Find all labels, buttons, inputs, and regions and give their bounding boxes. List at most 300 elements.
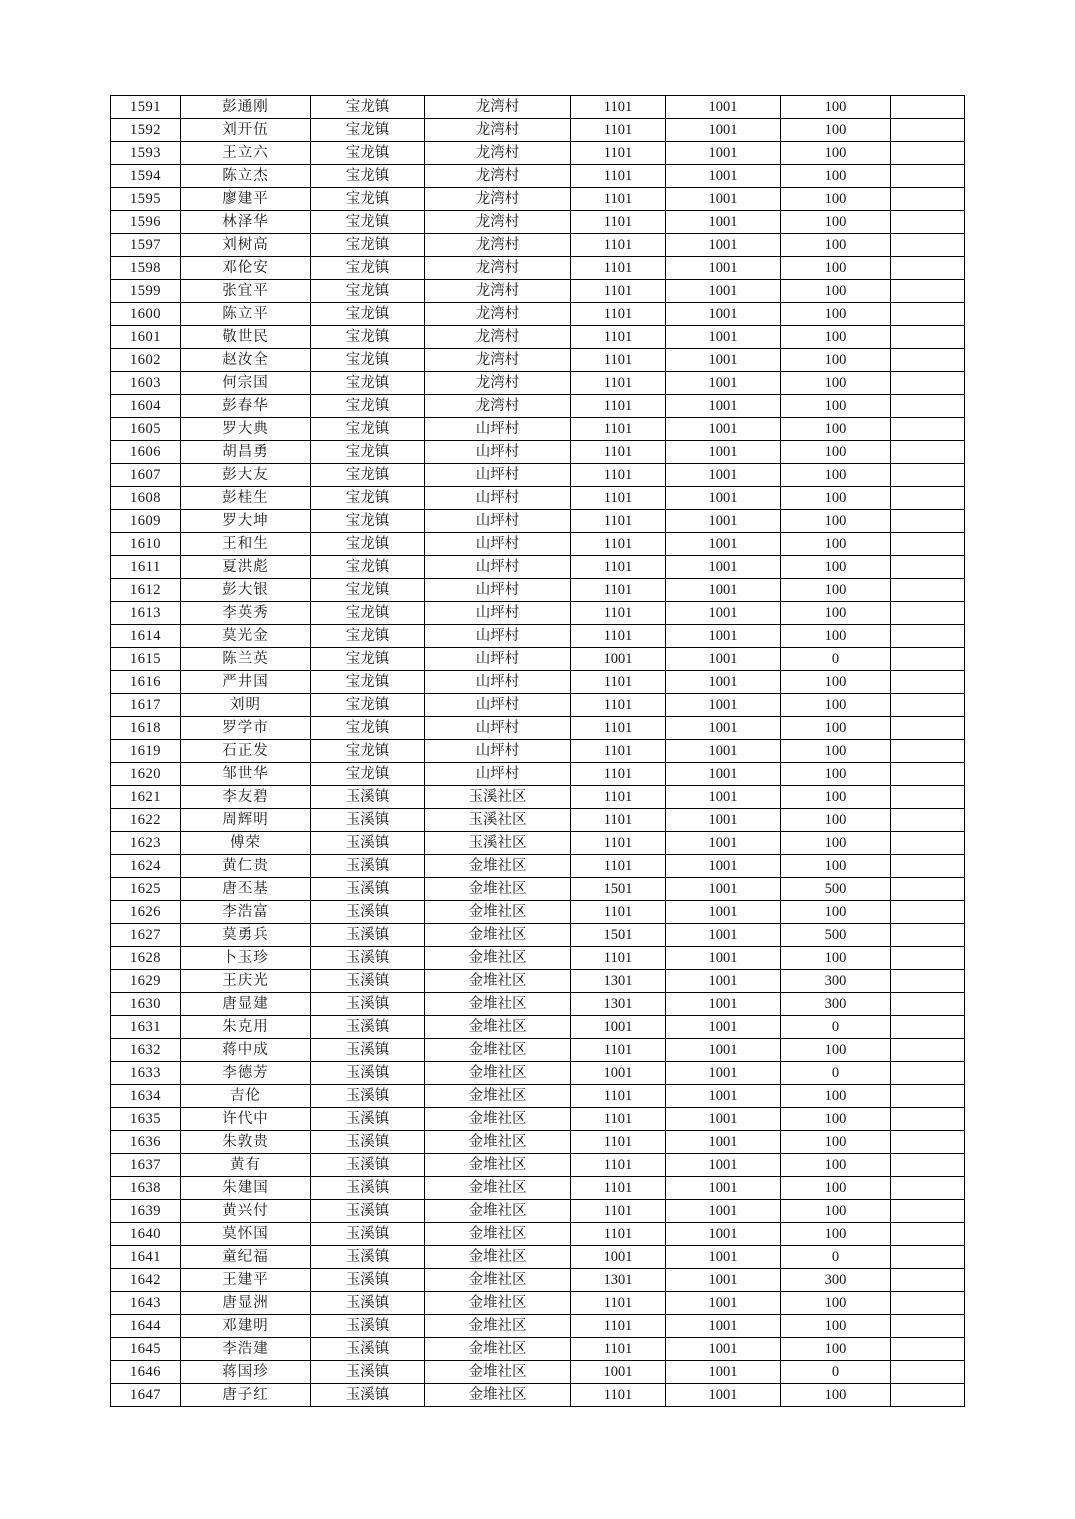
cell-index: 1613 [111,602,181,625]
cell-code2: 1001 [666,96,781,119]
cell-town: 玉溪镇 [311,924,425,947]
cell-blank [891,395,965,418]
table-row [111,947,965,970]
cell-blank [891,303,965,326]
cell-town: 宝龙镇 [311,648,425,671]
cell-town: 玉溪镇 [311,947,425,970]
cell-code1: 1001 [571,648,666,671]
cell-blank [891,901,965,924]
records-table [110,95,965,1407]
cell-village: 金堆社区 [425,993,571,1016]
cell-town: 宝龙镇 [311,395,425,418]
cell-name: 唐显建 [181,993,311,1016]
cell-index: 1609 [111,510,181,533]
cell-blank [891,1200,965,1223]
cell-blank [891,211,965,234]
cell-code1: 1301 [571,1269,666,1292]
cell-index: 1614 [111,625,181,648]
cell-village: 龙湾村 [425,257,571,280]
cell-index: 1628 [111,947,181,970]
cell-village: 山坪村 [425,625,571,648]
table-row [111,1108,965,1131]
cell-amount: 100 [781,533,891,556]
cell-name: 李友碧 [181,786,311,809]
cell-name: 李浩富 [181,901,311,924]
cell-index: 1593 [111,142,181,165]
cell-code1: 1101 [571,579,666,602]
cell-blank [891,1269,965,1292]
cell-town: 玉溪镇 [311,1039,425,1062]
cell-code2: 1001 [666,211,781,234]
cell-name: 朱敦贵 [181,1131,311,1154]
cell-amount: 300 [781,1269,891,1292]
cell-name: 黄有 [181,1154,311,1177]
cell-index: 1615 [111,648,181,671]
cell-amount: 100 [781,1177,891,1200]
cell-amount: 300 [781,970,891,993]
cell-code2: 1001 [666,993,781,1016]
cell-code2: 1001 [666,326,781,349]
cell-blank [891,832,965,855]
cell-name: 童纪福 [181,1246,311,1269]
table-row [111,1384,965,1407]
cell-town: 宝龙镇 [311,717,425,740]
cell-village: 金堆社区 [425,1223,571,1246]
cell-index: 1646 [111,1361,181,1384]
cell-blank [891,556,965,579]
cell-town: 宝龙镇 [311,234,425,257]
cell-village: 山坪村 [425,441,571,464]
cell-amount: 300 [781,993,891,1016]
cell-code2: 1001 [666,1246,781,1269]
cell-amount: 100 [781,165,891,188]
cell-town: 宝龙镇 [311,303,425,326]
cell-code1: 1101 [571,1108,666,1131]
cell-index: 1619 [111,740,181,763]
cell-amount: 100 [781,1338,891,1361]
cell-code2: 1001 [666,1200,781,1223]
cell-amount: 100 [781,579,891,602]
table-row [111,1085,965,1108]
cell-code2: 1001 [666,464,781,487]
cell-village: 金堆社区 [425,1131,571,1154]
cell-code1: 1001 [571,1361,666,1384]
cell-code2: 1001 [666,694,781,717]
cell-town: 宝龙镇 [311,211,425,234]
cell-village: 龙湾村 [425,96,571,119]
cell-amount: 100 [781,1384,891,1407]
cell-village: 龙湾村 [425,165,571,188]
cell-name: 莫光金 [181,625,311,648]
cell-code2: 1001 [666,119,781,142]
cell-index: 1612 [111,579,181,602]
cell-blank [891,648,965,671]
cell-code1: 1101 [571,395,666,418]
cell-amount: 100 [781,372,891,395]
cell-code2: 1001 [666,1039,781,1062]
cell-name: 莫勇兵 [181,924,311,947]
cell-name: 彭桂生 [181,487,311,510]
cell-code2: 1001 [666,257,781,280]
table-row [111,211,965,234]
cell-village: 龙湾村 [425,303,571,326]
cell-name: 夏洪彪 [181,556,311,579]
cell-village: 金堆社区 [425,1062,571,1085]
cell-index: 1607 [111,464,181,487]
cell-index: 1633 [111,1062,181,1085]
cell-amount: 100 [781,1108,891,1131]
cell-index: 1645 [111,1338,181,1361]
cell-amount: 500 [781,924,891,947]
cell-name: 罗学市 [181,717,311,740]
cell-town: 宝龙镇 [311,441,425,464]
cell-village: 山坪村 [425,510,571,533]
cell-town: 宝龙镇 [311,763,425,786]
cell-amount: 100 [781,418,891,441]
cell-code2: 1001 [666,165,781,188]
cell-town: 宝龙镇 [311,487,425,510]
cell-code2: 1001 [666,1085,781,1108]
cell-code2: 1001 [666,947,781,970]
cell-blank [891,786,965,809]
cell-code1: 1101 [571,142,666,165]
cell-village: 山坪村 [425,671,571,694]
table-row [111,349,965,372]
cell-blank [891,1085,965,1108]
cell-blank [891,1361,965,1384]
cell-index: 1635 [111,1108,181,1131]
cell-town: 宝龙镇 [311,96,425,119]
cell-amount: 100 [781,96,891,119]
cell-index: 1617 [111,694,181,717]
cell-index: 1595 [111,188,181,211]
cell-village: 金堆社区 [425,1315,571,1338]
cell-name: 何宗国 [181,372,311,395]
cell-town: 宝龙镇 [311,418,425,441]
cell-village: 龙湾村 [425,395,571,418]
table-row [111,1315,965,1338]
cell-town: 宝龙镇 [311,740,425,763]
cell-amount: 100 [781,832,891,855]
cell-code1: 1101 [571,1154,666,1177]
cell-name: 彭大银 [181,579,311,602]
cell-code2: 1001 [666,1361,781,1384]
cell-index: 1606 [111,441,181,464]
cell-amount: 100 [781,556,891,579]
table-row [111,763,965,786]
cell-village: 金堆社区 [425,1200,571,1223]
cell-code2: 1001 [666,878,781,901]
cell-code2: 1001 [666,786,781,809]
cell-code1: 1101 [571,763,666,786]
cell-name: 李德芳 [181,1062,311,1085]
cell-name: 许代中 [181,1108,311,1131]
cell-amount: 100 [781,855,891,878]
cell-code2: 1001 [666,579,781,602]
table-row [111,1131,965,1154]
table-row [111,1177,965,1200]
cell-town: 宝龙镇 [311,142,425,165]
cell-code2: 1001 [666,1315,781,1338]
cell-index: 1600 [111,303,181,326]
cell-village: 金堆社区 [425,1016,571,1039]
cell-code2: 1001 [666,441,781,464]
cell-index: 1618 [111,717,181,740]
cell-amount: 100 [781,1315,891,1338]
cell-town: 宝龙镇 [311,326,425,349]
cell-amount: 500 [781,878,891,901]
cell-blank [891,740,965,763]
cell-village: 金堆社区 [425,1292,571,1315]
cell-amount: 100 [781,441,891,464]
cell-village: 山坪村 [425,648,571,671]
cell-blank [891,372,965,395]
cell-village: 龙湾村 [425,326,571,349]
cell-code2: 1001 [666,556,781,579]
cell-code2: 1001 [666,740,781,763]
cell-name: 黄仁贵 [181,855,311,878]
cell-village: 金堆社区 [425,924,571,947]
cell-code2: 1001 [666,418,781,441]
cell-index: 1603 [111,372,181,395]
cell-name: 黄兴付 [181,1200,311,1223]
cell-amount: 100 [781,809,891,832]
cell-village: 山坪村 [425,487,571,510]
cell-code2: 1001 [666,280,781,303]
table-row [111,464,965,487]
cell-village: 金堆社区 [425,1384,571,1407]
cell-town: 玉溪镇 [311,1154,425,1177]
cell-blank [891,487,965,510]
records-table-body [111,96,965,1407]
cell-village: 山坪村 [425,717,571,740]
cell-name: 严井国 [181,671,311,694]
cell-code1: 1101 [571,832,666,855]
cell-code2: 1001 [666,1154,781,1177]
cell-code1: 1301 [571,970,666,993]
table-row [111,970,965,993]
cell-village: 龙湾村 [425,234,571,257]
table-row [111,165,965,188]
cell-amount: 100 [781,395,891,418]
cell-blank [891,257,965,280]
cell-town: 玉溪镇 [311,1131,425,1154]
cell-town: 宝龙镇 [311,556,425,579]
cell-blank [891,855,965,878]
cell-code2: 1001 [666,763,781,786]
cell-code1: 1101 [571,1177,666,1200]
cell-name: 唐子红 [181,1384,311,1407]
cell-blank [891,441,965,464]
cell-code2: 1001 [666,395,781,418]
cell-name: 傅荣 [181,832,311,855]
cell-town: 玉溪镇 [311,855,425,878]
cell-town: 宝龙镇 [311,188,425,211]
table-row [111,809,965,832]
cell-code2: 1001 [666,1131,781,1154]
cell-code1: 1101 [571,1384,666,1407]
cell-blank [891,188,965,211]
cell-village: 玉溪社区 [425,832,571,855]
cell-village: 金堆社区 [425,1177,571,1200]
cell-name: 彭春华 [181,395,311,418]
cell-code1: 1101 [571,119,666,142]
cell-code1: 1101 [571,487,666,510]
cell-code2: 1001 [666,303,781,326]
cell-code2: 1001 [666,832,781,855]
cell-code1: 1101 [571,1131,666,1154]
cell-village: 山坪村 [425,579,571,602]
cell-name: 张宜平 [181,280,311,303]
cell-code1: 1101 [571,1338,666,1361]
table-row [111,786,965,809]
cell-code1: 1101 [571,349,666,372]
table-row [111,280,965,303]
table-row [111,1338,965,1361]
table-row [111,372,965,395]
cell-amount: 100 [781,326,891,349]
cell-index: 1597 [111,234,181,257]
cell-village: 金堆社区 [425,1246,571,1269]
cell-amount: 0 [781,1361,891,1384]
table-row [111,924,965,947]
cell-amount: 100 [781,1292,891,1315]
table-row [111,326,965,349]
table-row [111,1039,965,1062]
cell-index: 1598 [111,257,181,280]
cell-blank [891,1246,965,1269]
cell-code1: 1101 [571,257,666,280]
cell-amount: 100 [781,119,891,142]
cell-blank [891,1338,965,1361]
cell-index: 1610 [111,533,181,556]
cell-town: 玉溪镇 [311,1200,425,1223]
cell-blank [891,165,965,188]
table-row [111,694,965,717]
cell-amount: 100 [781,947,891,970]
cell-amount: 100 [781,142,891,165]
cell-index: 1624 [111,855,181,878]
cell-village: 山坪村 [425,763,571,786]
cell-code1: 1101 [571,602,666,625]
cell-village: 金堆社区 [425,1154,571,1177]
cell-code1: 1101 [571,188,666,211]
cell-blank [891,602,965,625]
cell-code1: 1301 [571,993,666,1016]
cell-village: 龙湾村 [425,119,571,142]
cell-name: 卜玉珍 [181,947,311,970]
cell-code1: 1101 [571,234,666,257]
cell-code1: 1101 [571,1315,666,1338]
table-row [111,855,965,878]
cell-town: 玉溪镇 [311,1269,425,1292]
cell-code1: 1101 [571,717,666,740]
cell-village: 金堆社区 [425,947,571,970]
cell-name: 石正发 [181,740,311,763]
cell-code2: 1001 [666,372,781,395]
cell-code1: 1101 [571,1039,666,1062]
cell-index: 1632 [111,1039,181,1062]
cell-name: 陈立杰 [181,165,311,188]
cell-index: 1621 [111,786,181,809]
cell-code1: 1101 [571,441,666,464]
cell-blank [891,119,965,142]
cell-blank [891,1177,965,1200]
cell-blank [891,1108,965,1131]
cell-town: 宝龙镇 [311,602,425,625]
table-row [111,1154,965,1177]
cell-amount: 100 [781,234,891,257]
table-row [111,1269,965,1292]
table-row [111,878,965,901]
cell-village: 龙湾村 [425,211,571,234]
cell-code2: 1001 [666,349,781,372]
table-row [111,119,965,142]
cell-code1: 1101 [571,165,666,188]
cell-blank [891,625,965,648]
cell-blank [891,510,965,533]
cell-village: 山坪村 [425,464,571,487]
cell-village: 金堆社区 [425,1039,571,1062]
cell-town: 宝龙镇 [311,280,425,303]
cell-name: 邹世华 [181,763,311,786]
cell-index: 1622 [111,809,181,832]
table-row [111,1361,965,1384]
cell-index: 1647 [111,1384,181,1407]
cell-code1: 1101 [571,855,666,878]
cell-index: 1638 [111,1177,181,1200]
cell-index: 1611 [111,556,181,579]
cell-index: 1602 [111,349,181,372]
cell-blank [891,280,965,303]
table-row [111,579,965,602]
table-row [111,303,965,326]
cell-blank [891,234,965,257]
cell-code2: 1001 [666,142,781,165]
cell-blank [891,671,965,694]
cell-code2: 1001 [666,901,781,924]
cell-code2: 1001 [666,188,781,211]
table-row [111,1062,965,1085]
cell-amount: 100 [781,487,891,510]
cell-town: 玉溪镇 [311,878,425,901]
cell-code2: 1001 [666,1338,781,1361]
cell-town: 玉溪镇 [311,1384,425,1407]
cell-name: 唐显洲 [181,1292,311,1315]
cell-code2: 1001 [666,510,781,533]
table-row [111,1223,965,1246]
cell-blank [891,809,965,832]
cell-amount: 100 [781,1131,891,1154]
cell-code1: 1101 [571,510,666,533]
cell-name: 王和生 [181,533,311,556]
cell-index: 1634 [111,1085,181,1108]
cell-code1: 1101 [571,901,666,924]
cell-amount: 100 [781,694,891,717]
cell-code1: 1101 [571,1223,666,1246]
cell-town: 玉溪镇 [311,1361,425,1384]
cell-name: 胡昌勇 [181,441,311,464]
cell-town: 玉溪镇 [311,1062,425,1085]
cell-village: 山坪村 [425,418,571,441]
cell-amount: 100 [781,464,891,487]
cell-name: 陈兰英 [181,648,311,671]
cell-amount: 100 [781,717,891,740]
cell-amount: 100 [781,602,891,625]
cell-amount: 100 [781,188,891,211]
cell-town: 玉溪镇 [311,1108,425,1131]
cell-town: 宝龙镇 [311,372,425,395]
